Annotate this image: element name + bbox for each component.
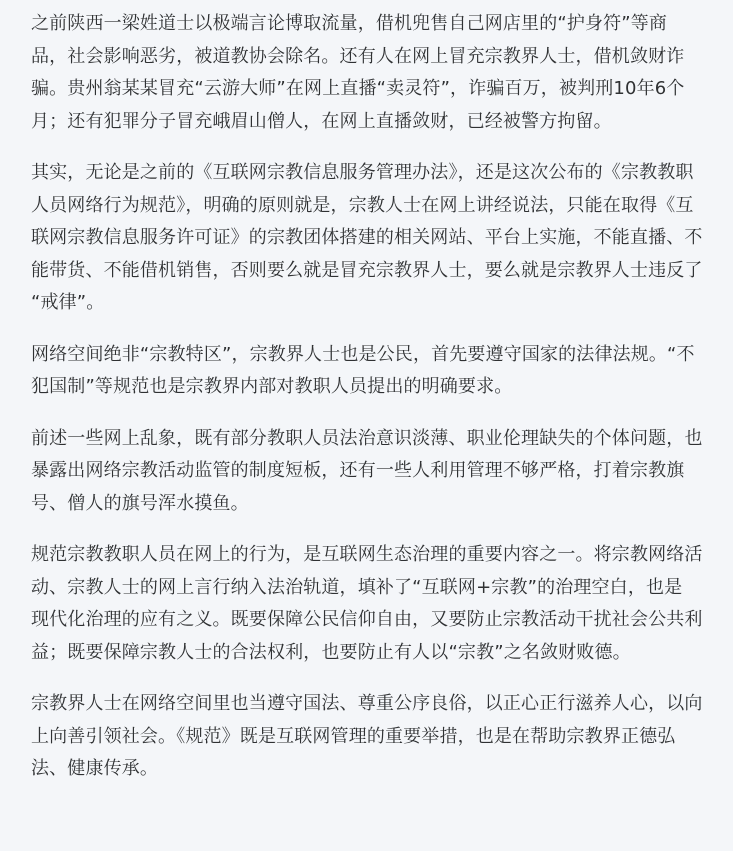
text-line: 犯国制”等规范也是宗教界内部对教职人员提出的明确要求。	[31, 376, 513, 397]
paragraph-4	[31, 423, 721, 521]
paragraph-1	[31, 8, 721, 138]
paragraph-6	[31, 688, 721, 786]
text-line: 骗。贵州翁某某冒充“云游大师”在网上直播“卖灵符”，诈骗百万，被判刑10年6个	[31, 78, 685, 99]
text-line: 能带货、不能借机销售，否则要么就是冒充宗教界人士，要么就是宗教界人士违反了	[31, 259, 703, 281]
text-line: 前述一些网上乱象，既有部分教职人员法治意识淡薄、职业伦理缺失的个体问题，也	[31, 427, 703, 449]
paragraph-2	[31, 157, 721, 320]
text-line: 人员网络行为规范》，明确的原则就是，宗教人士在网上讲经说法，只能在取得《互	[31, 194, 694, 216]
text-line: “戒律”。	[31, 292, 105, 313]
text-line: 暴露出网络宗教活动监管的制度短板，还有一些人利用管理不够严格，打着宗教旗	[31, 460, 685, 481]
paragraph-3	[31, 339, 721, 404]
text-line: 之前陕西一梁姓道士以极端言论博取流量，借机兜售自己网店里的“护身符”等商	[31, 13, 668, 34]
paragraph-5	[31, 539, 721, 669]
text-line: 现代化治理的应有之义。既要保障公民信仰自由，又要防止宗教活动干扰社会公共利	[31, 609, 703, 630]
text-line: 其实，无论是之前的《互联网宗教信息服务管理办法》，还是这次公布的《宗教教职	[31, 162, 694, 183]
text-line: 益；既要保障宗教人士的合法权利，也要防止有人以“宗教”之名敛财败德。	[31, 641, 631, 663]
text-line: 规范宗教教职人员在网上的行为，是互联网生态治理的重要内容之一。将宗教网络活	[31, 544, 703, 565]
text-line: 动、宗教人士的网上言行纳入法治轨道，填补了“互联网+宗教”的治理空白，也是	[31, 576, 683, 598]
text-line: 网络空间绝非“宗教特区”，宗教界人士也是公民，首先要遵守国家的法律法规。“不	[31, 343, 695, 365]
text-line: 宗教界人士在网络空间里也当遵守国法、尊重公序良俗，以正心正行滋养人心，以向	[31, 693, 703, 714]
text-line: 品，社会影响恶劣，被道教协会除名。还有人在网上冒充宗教界人士，借机敛财诈	[31, 45, 685, 67]
text-line: 上向善引领社会。《规范》既是互联网管理的重要举措，也是在帮助宗教界正德弘	[31, 725, 676, 747]
text-line: 法、健康传承。	[31, 758, 159, 779]
text-line: 月；还有犯罪分子冒充峨眉山僧人，在网上直播敛财，已经被警方拘留。	[31, 110, 612, 132]
text-line: 联网宗教信息服务许可证》的宗教团体搭建的相关网站、平台上实施，不能直播、不	[31, 227, 703, 248]
text-line: 号、僧人的旗号浑水摸鱼。	[31, 492, 249, 514]
